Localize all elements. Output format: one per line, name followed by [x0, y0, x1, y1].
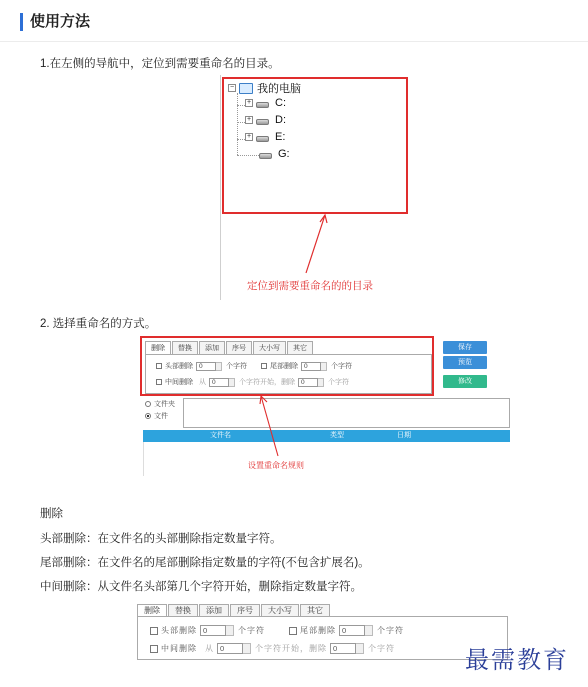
unit-label: 个字符 [328, 379, 349, 386]
navigation-tree-screenshot [220, 75, 410, 300]
preview-button[interactable]: 预览 [443, 356, 487, 369]
expand-icon[interactable]: + [246, 133, 252, 140]
tab-case[interactable]: 大小写 [253, 341, 286, 355]
unit-label: 个字符 [331, 363, 352, 370]
tree-item-label: 我的电脑 [257, 83, 301, 95]
arrow-icon [258, 394, 282, 460]
spin-arrows-icon[interactable] [243, 643, 251, 654]
head-delete-count[interactable]: 0 [200, 625, 226, 636]
file-radio-label: 文件 [154, 413, 168, 420]
column-date[interactable]: 日期 [397, 432, 411, 439]
middle-delete-description: 中间删除：从文件名头部第几个字符开始，删除指定数量字符。 [40, 581, 362, 593]
watermark-logo: 最需教育 [465, 646, 569, 674]
tab-delete[interactable]: 删除 [145, 341, 171, 355]
section-title: 使用方法 [30, 13, 91, 30]
middle-delete-row [150, 643, 395, 654]
tab-replace[interactable]: 替换 [168, 604, 198, 616]
tail-delete-checkbox[interactable] [289, 627, 297, 635]
middle-start-count[interactable]: 0 [217, 643, 243, 654]
unit-label: 个字符 [377, 626, 404, 635]
section-header [0, 0, 588, 42]
expand-icon[interactable]: + [246, 116, 252, 123]
folder-radio[interactable] [145, 401, 151, 407]
file-radio[interactable] [145, 413, 151, 419]
tree-item-label: G: [278, 148, 290, 160]
spin-arrows-icon[interactable] [356, 643, 364, 654]
middle-start-count[interactable]: 0 [209, 378, 229, 387]
tab-sequence[interactable]: 序号 [226, 341, 252, 355]
tree-item-label: E: [275, 131, 286, 143]
middle-delete-label: 中间删除 [161, 644, 197, 653]
figure-border [220, 75, 221, 300]
tab-add[interactable]: 添加 [199, 341, 225, 355]
delete-options-screenshot [133, 602, 508, 660]
head-delete-label: 头部删除 [165, 363, 193, 370]
head-delete-label: 头部删除 [161, 626, 197, 635]
tail-delete-count[interactable]: 0 [301, 362, 321, 371]
expand-icon[interactable]: + [246, 99, 252, 106]
spin-arrows-icon[interactable] [365, 625, 373, 636]
arrow-icon [300, 213, 330, 278]
tree-item-label: C: [275, 97, 286, 109]
figure-caption: 定位到需要重命名的的目录 [247, 280, 373, 292]
tab-replace[interactable]: 替换 [172, 341, 198, 355]
head-tail-row [150, 625, 404, 636]
file-radio-row[interactable] [145, 410, 175, 422]
head-delete-description: 头部删除：在文件名的头部删除指定数量字符。 [40, 533, 282, 545]
delete-options-panel [137, 616, 508, 660]
from-label: 从 [199, 379, 206, 386]
tail-delete-label: 尾部删除 [300, 626, 336, 635]
tab-sequence[interactable]: 序号 [230, 604, 260, 616]
head-delete-checkbox[interactable] [150, 627, 158, 635]
path-input[interactable] [183, 398, 510, 428]
tail-delete-description: 尾部删除：在文件名的尾部删除指定数量的字符(不包含扩展名)。 [40, 557, 370, 569]
from-label: 从 [205, 644, 214, 653]
tab-delete[interactable]: 删除 [137, 604, 167, 616]
step-2-text: 2. 选择重命名的方式。 [40, 318, 157, 330]
rename-settings-screenshot [140, 336, 512, 476]
step-1-text: 1.在左侧的导航中，定位到需要重命名的目录。 [40, 58, 280, 70]
start-label: 个字符开始，删除 [239, 379, 295, 386]
folder-radio-row[interactable] [145, 398, 175, 410]
folder-radio-label: 文件夹 [154, 401, 175, 408]
tab-add[interactable]: 添加 [199, 604, 229, 616]
file-table-body [143, 442, 510, 476]
start-label: 个字符开始，删除 [255, 644, 327, 653]
modify-button[interactable]: 修改 [443, 375, 487, 388]
spin-arrows-icon[interactable] [226, 625, 234, 636]
unit-label: 个字符 [368, 644, 395, 653]
tab-other[interactable]: 其它 [287, 341, 313, 355]
head-delete-count[interactable]: 0 [196, 362, 216, 371]
collapse-icon[interactable]: − [229, 84, 235, 91]
highlight-box [140, 336, 434, 396]
target-type-radios [145, 398, 175, 422]
middle-delete-label: 中间删除 [165, 379, 193, 386]
tail-delete-label: 尾部删除 [270, 363, 298, 370]
tab-case[interactable]: 大小写 [261, 604, 299, 616]
middle-delete-count[interactable]: 0 [330, 643, 356, 654]
save-button[interactable]: 保存 [443, 341, 487, 354]
section-accent-bar [20, 13, 23, 31]
middle-delete-checkbox[interactable] [150, 645, 158, 653]
tail-delete-count[interactable]: 0 [339, 625, 365, 636]
file-table-header [143, 430, 510, 442]
middle-delete-count[interactable]: 0 [298, 378, 318, 387]
unit-label: 个字符 [238, 626, 265, 635]
highlight-box [222, 77, 408, 214]
figure-caption: 设置重命名规则 [248, 461, 304, 470]
unit-label: 个字符 [226, 363, 247, 370]
tab-other[interactable]: 其它 [300, 604, 330, 616]
delete-heading: 删除 [40, 508, 63, 520]
tree-item-label: D: [275, 114, 286, 126]
column-type[interactable]: 类型 [330, 432, 344, 439]
column-filename[interactable]: 文件名 [210, 432, 231, 439]
